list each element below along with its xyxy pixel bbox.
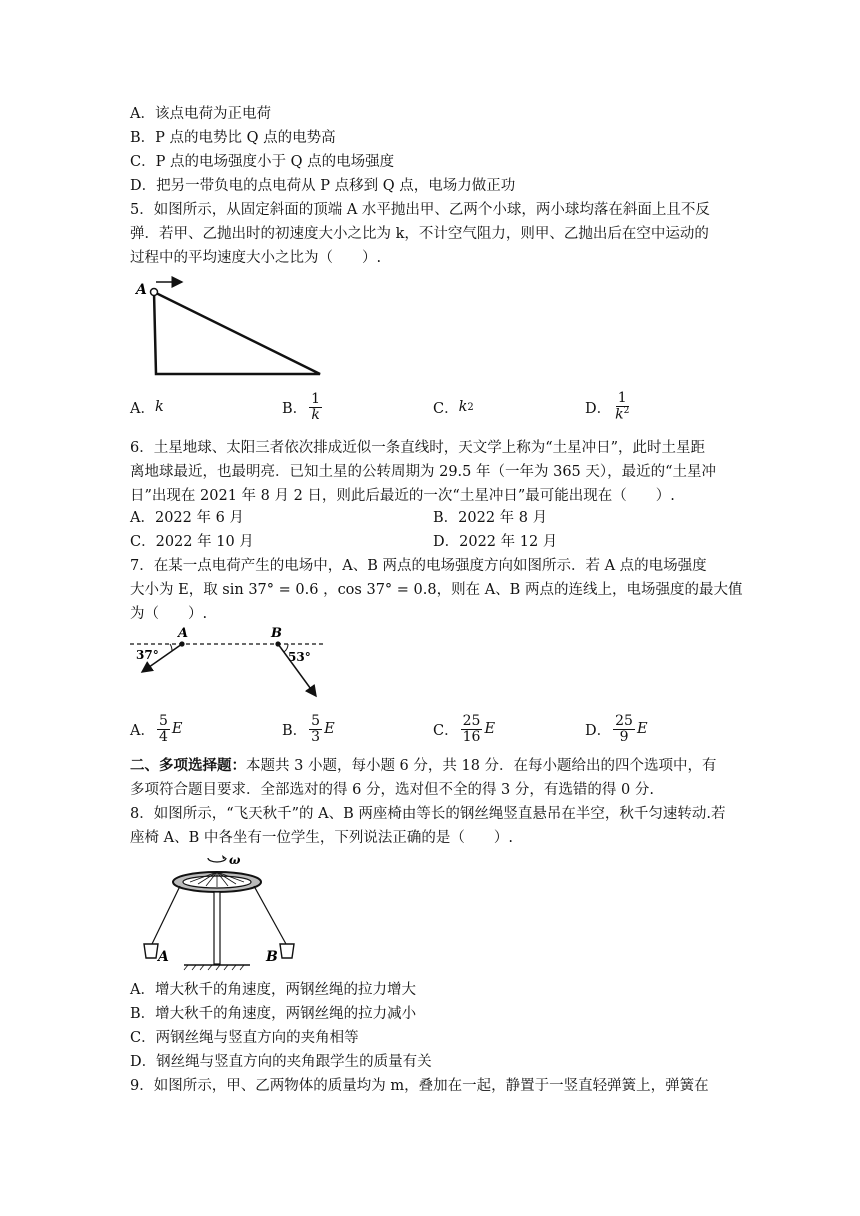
q6-option-c: C．2022 年 10 月 [130, 534, 254, 550]
q5-option-c: C． k 2 [433, 399, 474, 417]
q5-stem-line-1: 5．如图所示，从固定斜面的顶端 A 水平抛出甲、乙两个小球，两小球均落在斜面上且不反 [130, 202, 710, 218]
q8-stem-line-1: 8．如图所示，“飞天秋千”的 A、B 两座椅由等长的钢丝绳竖直悬吊在半空，秋千匀速转动.若 [130, 806, 726, 822]
cable-a [152, 886, 180, 944]
q6-stem-line-1: 6．土星地球、太阳三者依次排成近似一条直线时，天文学上称为“土星冲日”，此时土星距 [130, 440, 706, 456]
q8-option-b: B．增大秋千的角速度，两钢丝绳的拉力减小 [130, 1006, 417, 1022]
q6-option-b: B．2022 年 8 月 [433, 510, 548, 526]
seat-b-label: B [266, 949, 278, 965]
q5-incline-figure [130, 272, 330, 382]
q9-stem-line-1: 9．如图所示，甲、乙两物体的质量均为 m，叠加在一起，静置于一竖直轻弹簧上，弹簧在 [130, 1078, 709, 1094]
angle-arc-a-icon [170, 644, 172, 651]
q7-point-a-label: A [178, 626, 189, 641]
cable-b [254, 886, 286, 944]
q7-option-a: A． $\frac{5}{4}$ E [130, 712, 183, 745]
q4-option-a: A．该点电荷为正电荷 [130, 106, 271, 122]
ball-icon [151, 289, 158, 296]
section2-heading: 二、多项选择题： [130, 757, 246, 774]
q7-option-b: B． $\frac{5}{3}$ E [282, 712, 335, 745]
q6-option-d: D．2022 年 12 月 [433, 534, 558, 550]
seat-a-label: A [158, 949, 169, 965]
q7-option-d: D． $\frac{25}{9}$ E [585, 712, 648, 745]
seat-b-icon [280, 944, 294, 958]
seat-a-icon [144, 944, 158, 958]
q7-angle-b-label: 53° [288, 650, 311, 664]
q7-option-c: C． $\frac{25}{16}$ E [433, 712, 496, 745]
q7-options [130, 709, 735, 749]
swing-pole [214, 892, 220, 964]
q6-stem-line-2: 离地球最近，也最明亮．已知土星的公转周期为 29.5 年（一年为 365 天），最近的“土星冲 [130, 464, 717, 480]
q4-option-b: B．P 点的电势比 Q 点的电势高 [130, 130, 336, 146]
q5-point-a-label: A [136, 282, 147, 298]
q8-option-a: A．增大秋千的角速度，两钢丝绳的拉力增大 [130, 982, 416, 998]
q7-angle-a-label: 37° [136, 648, 159, 662]
q7-field-figure [130, 624, 330, 706]
q7-stem-line-3: 为（ ）. [130, 606, 208, 622]
q4-option-d: D．把另一带负电的点电荷从 P 点移到 Q 点，电场力做正功 [130, 178, 516, 194]
section2-line-2: 多项符合题目要求．全部选对的得 6 分，选对但不全的得 3 分，有选错的得 0 分. [130, 782, 654, 798]
q4-option-c: C．P 点的电场强度小于 Q 点的电场强度 [130, 154, 395, 170]
q7-stem-line-2: 大小为 E，取 sin 37° = 0.6 ，cos 37° = 0.8，则在 A、B 两点的连线上，电场强度的最大值 [130, 582, 743, 598]
q7-stem-line-1: 7．在某一点电荷产生的电场中，A、B 两点的电场强度方向如图所示．若 A 点的电场强度 [130, 558, 707, 574]
q7-point-b-label: B [271, 626, 282, 641]
q5-options [130, 387, 735, 427]
q5-stem-line-3: 过程中的平均速度大小之比为（ ）. [130, 250, 382, 266]
omega-label: ω [229, 853, 241, 867]
q8-stem-line-2: 座椅 A、B 中各坐有一位学生，下列说法正确的是（ ）. [130, 830, 513, 846]
q8-option-d: D．钢丝绳与竖直方向的夹角跟学生的质量有关 [130, 1054, 432, 1070]
q5-option-d: D． $\frac{1}{k^2}$ [585, 390, 630, 423]
q5-option-b: B． $\frac{1}{k}$ [282, 390, 321, 423]
q6-stem-line-3: 日”出现在 2021 年 8 月 2 日，则此后最近的一次“土星冲日”最可能出现在（ ）. [130, 488, 675, 504]
q8-option-c: C．两钢丝绳与竖直方向的夹角相等 [130, 1030, 359, 1046]
q8-swing-figure [130, 848, 310, 972]
q6-option-a: A．2022 年 6 月 [130, 510, 244, 526]
q5-stem-line-2: 弹．若甲、乙抛出时的初速度大小之比为 k，不计空气阻力，则甲、乙抛出后在空中运动的 [130, 226, 709, 242]
section2-line-1: 二、多项选择题：本题共 3 小题，每小题 6 分，共 18 分．在每小题给出的四个选项中，有 [130, 757, 717, 774]
q5-option-a: A． k [130, 399, 164, 417]
incline-triangle [154, 292, 320, 374]
